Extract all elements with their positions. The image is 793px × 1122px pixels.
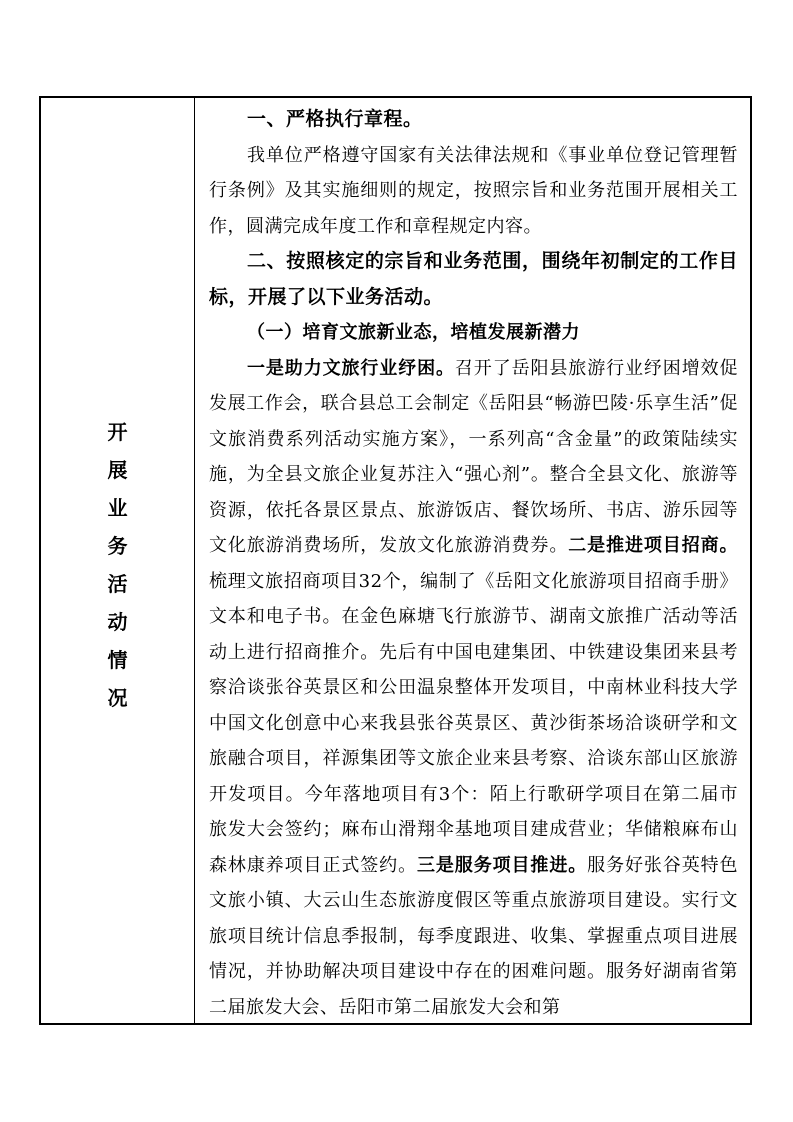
point-1-title: 一是助力文旅行业纾困。 [247,357,455,379]
label-char: 业 [107,495,128,520]
vertical-row-label [107,419,128,710]
label-char: 情 [107,647,128,672]
paragraph-charter: 我单位严格遵守国家有关法律法规和《事业单位登记管理暂行条例》及其实施细则的规定，按照宗旨和业务范围开展相关工作，圆满完成年度工作和章程规定内容。 [209,144,738,237]
point-2-title: 二是推进项目招商。 [568,535,739,556]
paragraph-activities [209,351,738,1026]
label-char: 展 [107,457,128,482]
report-table [39,96,752,1025]
label-char: 务 [107,533,128,558]
point-3-text: 服务好张谷英特色文旅小镇、大云山生态旅游度假区等重点旅游项目建设。实行文旅项目统计信息季报制，每季度跟进、收集、掌握重点项目进展情况，并协助解决项目建设中存在的困难问题。服务好湖南省第二届旅发大会、岳阳市第二届旅发大会和第 [209,854,739,1018]
row-label-cell [41,98,195,1023]
point-3-title: 三是服务项目推进。 [416,854,588,876]
point-1-text: 召开了岳阳县旅游行业纾困增效促发展工作会，联合县总工会制定《岳阳县“畅游巴陵·乐享生活”促文旅消费系列活动实施方案》，一系列高“含金量”的政策陆续实施，为全县文旅企业复苏注入“强心剂”。整合全县文化、旅游等资源，依托各景区景点、旅游饭店、餐饮场所、书店、游乐园等文化旅游消费场所，发放文化旅游消费券。 [209,357,739,556]
subsection-heading: （一）培育文旅新业态，培植发展新潜力 [247,322,580,343]
label-char: 动 [107,609,128,634]
label-char: 活 [107,571,128,596]
section-heading-1: 一、严格执行章程。 [247,108,423,130]
content-cell [195,98,750,1023]
section-heading-2: 二、按照核定的宗旨和业务范围，围绕年初制定的工作目标，开展了以下业务活动。 [209,250,738,308]
label-char: 况 [107,685,128,710]
label-char: 开 [107,419,128,444]
point-2-text: 梳理文旅招商项目32个，编制了《岳阳文化旅游项目招商手册》文本和电子书。在金色麻塘飞行旅游节、湖南文旅推广活动等活动上进行招商推介。先后有中国电建集团、中铁建设集团来县考察洽谈张谷英景区和公田温泉整体开发项目，中南林业科技大学中国文化创意中心来我县张谷英景区、黄沙街茶场洽谈研学和文旅融合项目，祥源集团等文旅企业来县考察、洽谈东部山区旅游开发项目。今年落地项目有3个：陌上行歌研学项目在第二届市旅发大会签约；麻布山滑翔伞基地项目建成营业；华储粮麻布山森林康养项目正式签约。 [209,570,738,876]
